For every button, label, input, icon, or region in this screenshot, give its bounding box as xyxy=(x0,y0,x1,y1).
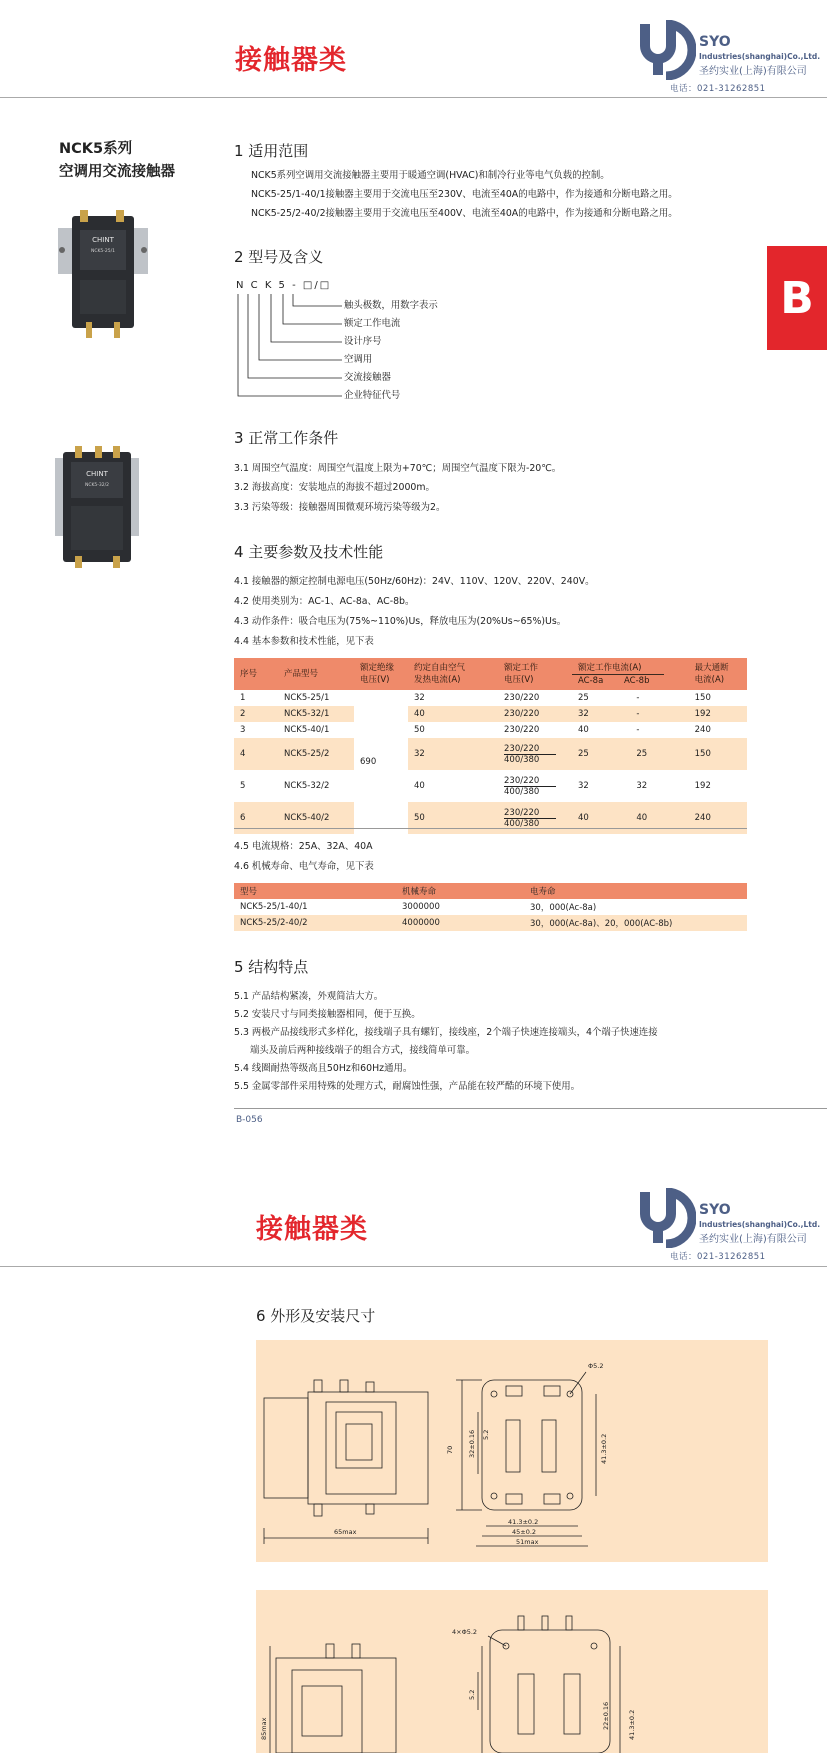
logo-en: Industries(shanghai)Co.,Ltd. xyxy=(699,52,821,61)
life-table xyxy=(234,883,747,931)
table-row: 5 NCK5-32/2 40 230/220 400/380 32 32 192 xyxy=(240,775,711,797)
dim-holes: 4×Φ5.2 xyxy=(452,1628,478,1636)
drawing-2-svg xyxy=(256,1590,768,1753)
product-label: NCK5-32/2 xyxy=(84,483,110,488)
page1-header-title: 接触器类 xyxy=(235,45,347,76)
section-5-p3: 5.3 两极产品接线形式多样化，接线端子具有螺钉，接线座，2个端子快速连接端头，4个端子快速连接 xyxy=(234,1027,658,1038)
table-row: 4 NCK5-25/2 32 230/220 400/380 25 25 150 xyxy=(234,738,747,770)
table-row: 3 NCK5-40/1 50 230/220 40 - 240 xyxy=(240,725,711,735)
life-table-header: 型号 机械寿命 电寿命 xyxy=(234,883,747,899)
section-4-p4: 4.4 基本参数和技术性能，见下表 xyxy=(234,636,374,647)
page2-header-divider xyxy=(0,1266,827,1267)
logo-cn: 圣约实业(上海)有限公司 xyxy=(699,1234,807,1245)
product-photo-2phase xyxy=(55,446,139,568)
section-1-p1: NCK5系列空调用交流接触器主要用于暖通空调(HVAC)和制冷行业等电气负载的控制。 xyxy=(251,170,610,181)
dim-22: 22±0.16 xyxy=(602,1701,610,1730)
section-3-p2: 3.2 海拔高度：安装地点的海拔不超过2000m。 xyxy=(234,482,435,493)
logo-en: Industries(shanghai)Co.,Ltd. xyxy=(699,1220,821,1229)
dim-width: 65max xyxy=(334,1528,357,1536)
dimension-drawing-2 xyxy=(256,1590,768,1753)
th-current: 额定工作电流(A) AC-8a AC-8b xyxy=(572,658,689,690)
section-4-p1: 4.1 接触器的额定控制电源电压(50Hz/60Hz)：24V、110V、120V、220V、240V。 xyxy=(234,576,595,587)
product-label: NCK5-25/1 xyxy=(90,249,116,254)
footer-rule xyxy=(234,1108,827,1109)
table-row: NCK5-25/1-40/1 3000000 30，000(Ac-8a) xyxy=(240,902,597,913)
section-4-p6: 4.6 机械寿命、电气寿命，见下表 xyxy=(234,861,374,872)
dim-45: 45±0.2 xyxy=(512,1528,537,1536)
th-thermal: 约定自由空气 发热电流(A) xyxy=(408,658,498,690)
th-seq: 序号 xyxy=(234,658,278,690)
section-5-p3b: 端头及前后两种接线端子的组合方式，接线简单可靠。 xyxy=(250,1045,476,1056)
logo-brand: SYO xyxy=(699,1202,731,1218)
section-5-p2: 5.2 安装尺寸与同类接触器相同，便于互换。 xyxy=(234,1009,421,1020)
page1-logo xyxy=(636,20,821,98)
section-4-p5: 4.5 电流规格：25A、32A、40A xyxy=(234,841,373,852)
table-row: 6 NCK5-40/2 50 230/220 400/380 40 40 240 xyxy=(234,802,747,834)
product-photo-1phase xyxy=(56,210,150,338)
logo-phone: 电话：021-31262851 xyxy=(670,1252,766,1262)
series-title: NCK5系列 xyxy=(59,141,133,157)
th-max: 最大通断 电流(A) xyxy=(689,658,747,690)
model-code-diagram xyxy=(236,292,346,404)
section-5-p5: 5.5 金属零部件采用特殊的处理方式，耐腐蚀性强，产品能在较严酷的环境下使用。 xyxy=(234,1081,581,1092)
code-item-3: 设计序号 xyxy=(344,336,382,347)
dim-52: 5.2 xyxy=(468,1689,476,1700)
table-row: 1 NCK5-25/1 690 32 230/220 25 - 150 xyxy=(234,690,747,706)
code-item-2: 额定工作电流 xyxy=(344,318,401,329)
section-6-title: 6 外形及安装尺寸 xyxy=(256,1307,376,1325)
dim-32: 32±0.16 xyxy=(468,1429,476,1458)
section-3-p3: 3.3 污染等级：接触器周围微观环境污染等级为2。 xyxy=(234,502,446,513)
drawing-1-svg xyxy=(256,1340,768,1562)
section-4-p2: 4.2 使用类别为：AC-1、AC-8a、AC-8b。 xyxy=(234,596,415,607)
section-5-p4: 5.4 线圈耐热等级高且50Hz和60Hz通用。 xyxy=(234,1063,413,1074)
table-row: 2 NCK5-32/1 40 230/220 32 - 192 xyxy=(234,706,747,722)
section-2-title: 2 型号及含义 xyxy=(234,248,324,266)
logo-brand: SYO xyxy=(699,34,731,50)
product-label: CHINT xyxy=(92,236,114,244)
table1-bottom-rule xyxy=(234,828,747,829)
product-label: CHINT xyxy=(86,470,108,478)
dim-413-h: 41.3±0.2 xyxy=(508,1518,539,1526)
section-1-p3: NCK5-25/2-40/2接触器主要用于交流电压至400V、电流至40A的电路中，作为接通和分断电路之用。 xyxy=(251,208,678,219)
dim-height: 70 xyxy=(446,1445,454,1454)
code-item-1: 触头极数，用数字表示 xyxy=(344,300,438,311)
code-item-4: 空调用 xyxy=(344,354,373,365)
dim-hole: Φ5.2 xyxy=(588,1362,604,1370)
code-item-5: 交流接触器 xyxy=(344,372,391,383)
dim-51: 51max xyxy=(516,1538,539,1546)
section-1-title: 1 适用范围 xyxy=(234,142,309,160)
spec-table-body xyxy=(234,690,747,834)
table-row: NCK5-25/2-40/2 4000000 30，000(Ac-8a)、20，000(AC-8b) xyxy=(234,915,747,931)
section-tab-b: B xyxy=(767,246,827,350)
section-5-title: 5 结构特点 xyxy=(234,958,309,976)
page1-header-divider xyxy=(0,97,827,98)
dim-413-v: 41.3±0.2 xyxy=(600,1433,608,1464)
section-4-title: 4 主要参数及技术性能 xyxy=(234,543,384,561)
spec-table-header xyxy=(234,658,747,690)
insulation-value: 690 xyxy=(354,690,408,834)
page-number: B-056 xyxy=(236,1115,263,1125)
spec-table xyxy=(234,658,747,834)
series-subtitle: 空调用交流接触器 xyxy=(59,164,175,180)
section-1-p2: NCK5-25/1-40/1接触器主要用于交流电压至230V、电流至40A的电路中，作为接通和分断电路之用。 xyxy=(251,189,678,200)
th-model: 产品型号 xyxy=(278,658,354,690)
code-item-6: 企业特征代号 xyxy=(344,390,401,401)
logo-phone: 电话：021-31262851 xyxy=(670,84,766,94)
section-3-title: 3 正常工作条件 xyxy=(234,429,339,447)
page2-header-title: 接触器类 xyxy=(256,1214,368,1245)
dim-85: 85max xyxy=(260,1717,268,1740)
section-3-p1: 3.1 周围空气温度：周围空气温度上限为+70℃；周围空气温度下限为-20℃。 xyxy=(234,463,562,474)
dim-413-v: 41.3±0.2 xyxy=(628,1709,636,1740)
dimension-drawing-1 xyxy=(256,1340,768,1562)
logo-cn: 圣约实业(上海)有限公司 xyxy=(699,66,807,77)
syo-logo-mark xyxy=(636,1188,696,1248)
section-4-p3: 4.3 动作条件：吸合电压为(75%~110%)Us，释放电压为(20%Us~65%)Us。 xyxy=(234,616,567,627)
model-code: N C K 5 - □/□ xyxy=(236,280,332,291)
th-voltage: 额定工作 电压(V) xyxy=(498,658,572,690)
syo-logo-mark xyxy=(636,20,696,80)
dim-52: 5.2 xyxy=(482,1429,490,1440)
section-5-p1: 5.1 产品结构紧凑，外观简洁大方。 xyxy=(234,991,384,1002)
th-insulation: 额定绝缘 电压(V) xyxy=(354,658,408,690)
page2-logo xyxy=(636,1188,821,1266)
